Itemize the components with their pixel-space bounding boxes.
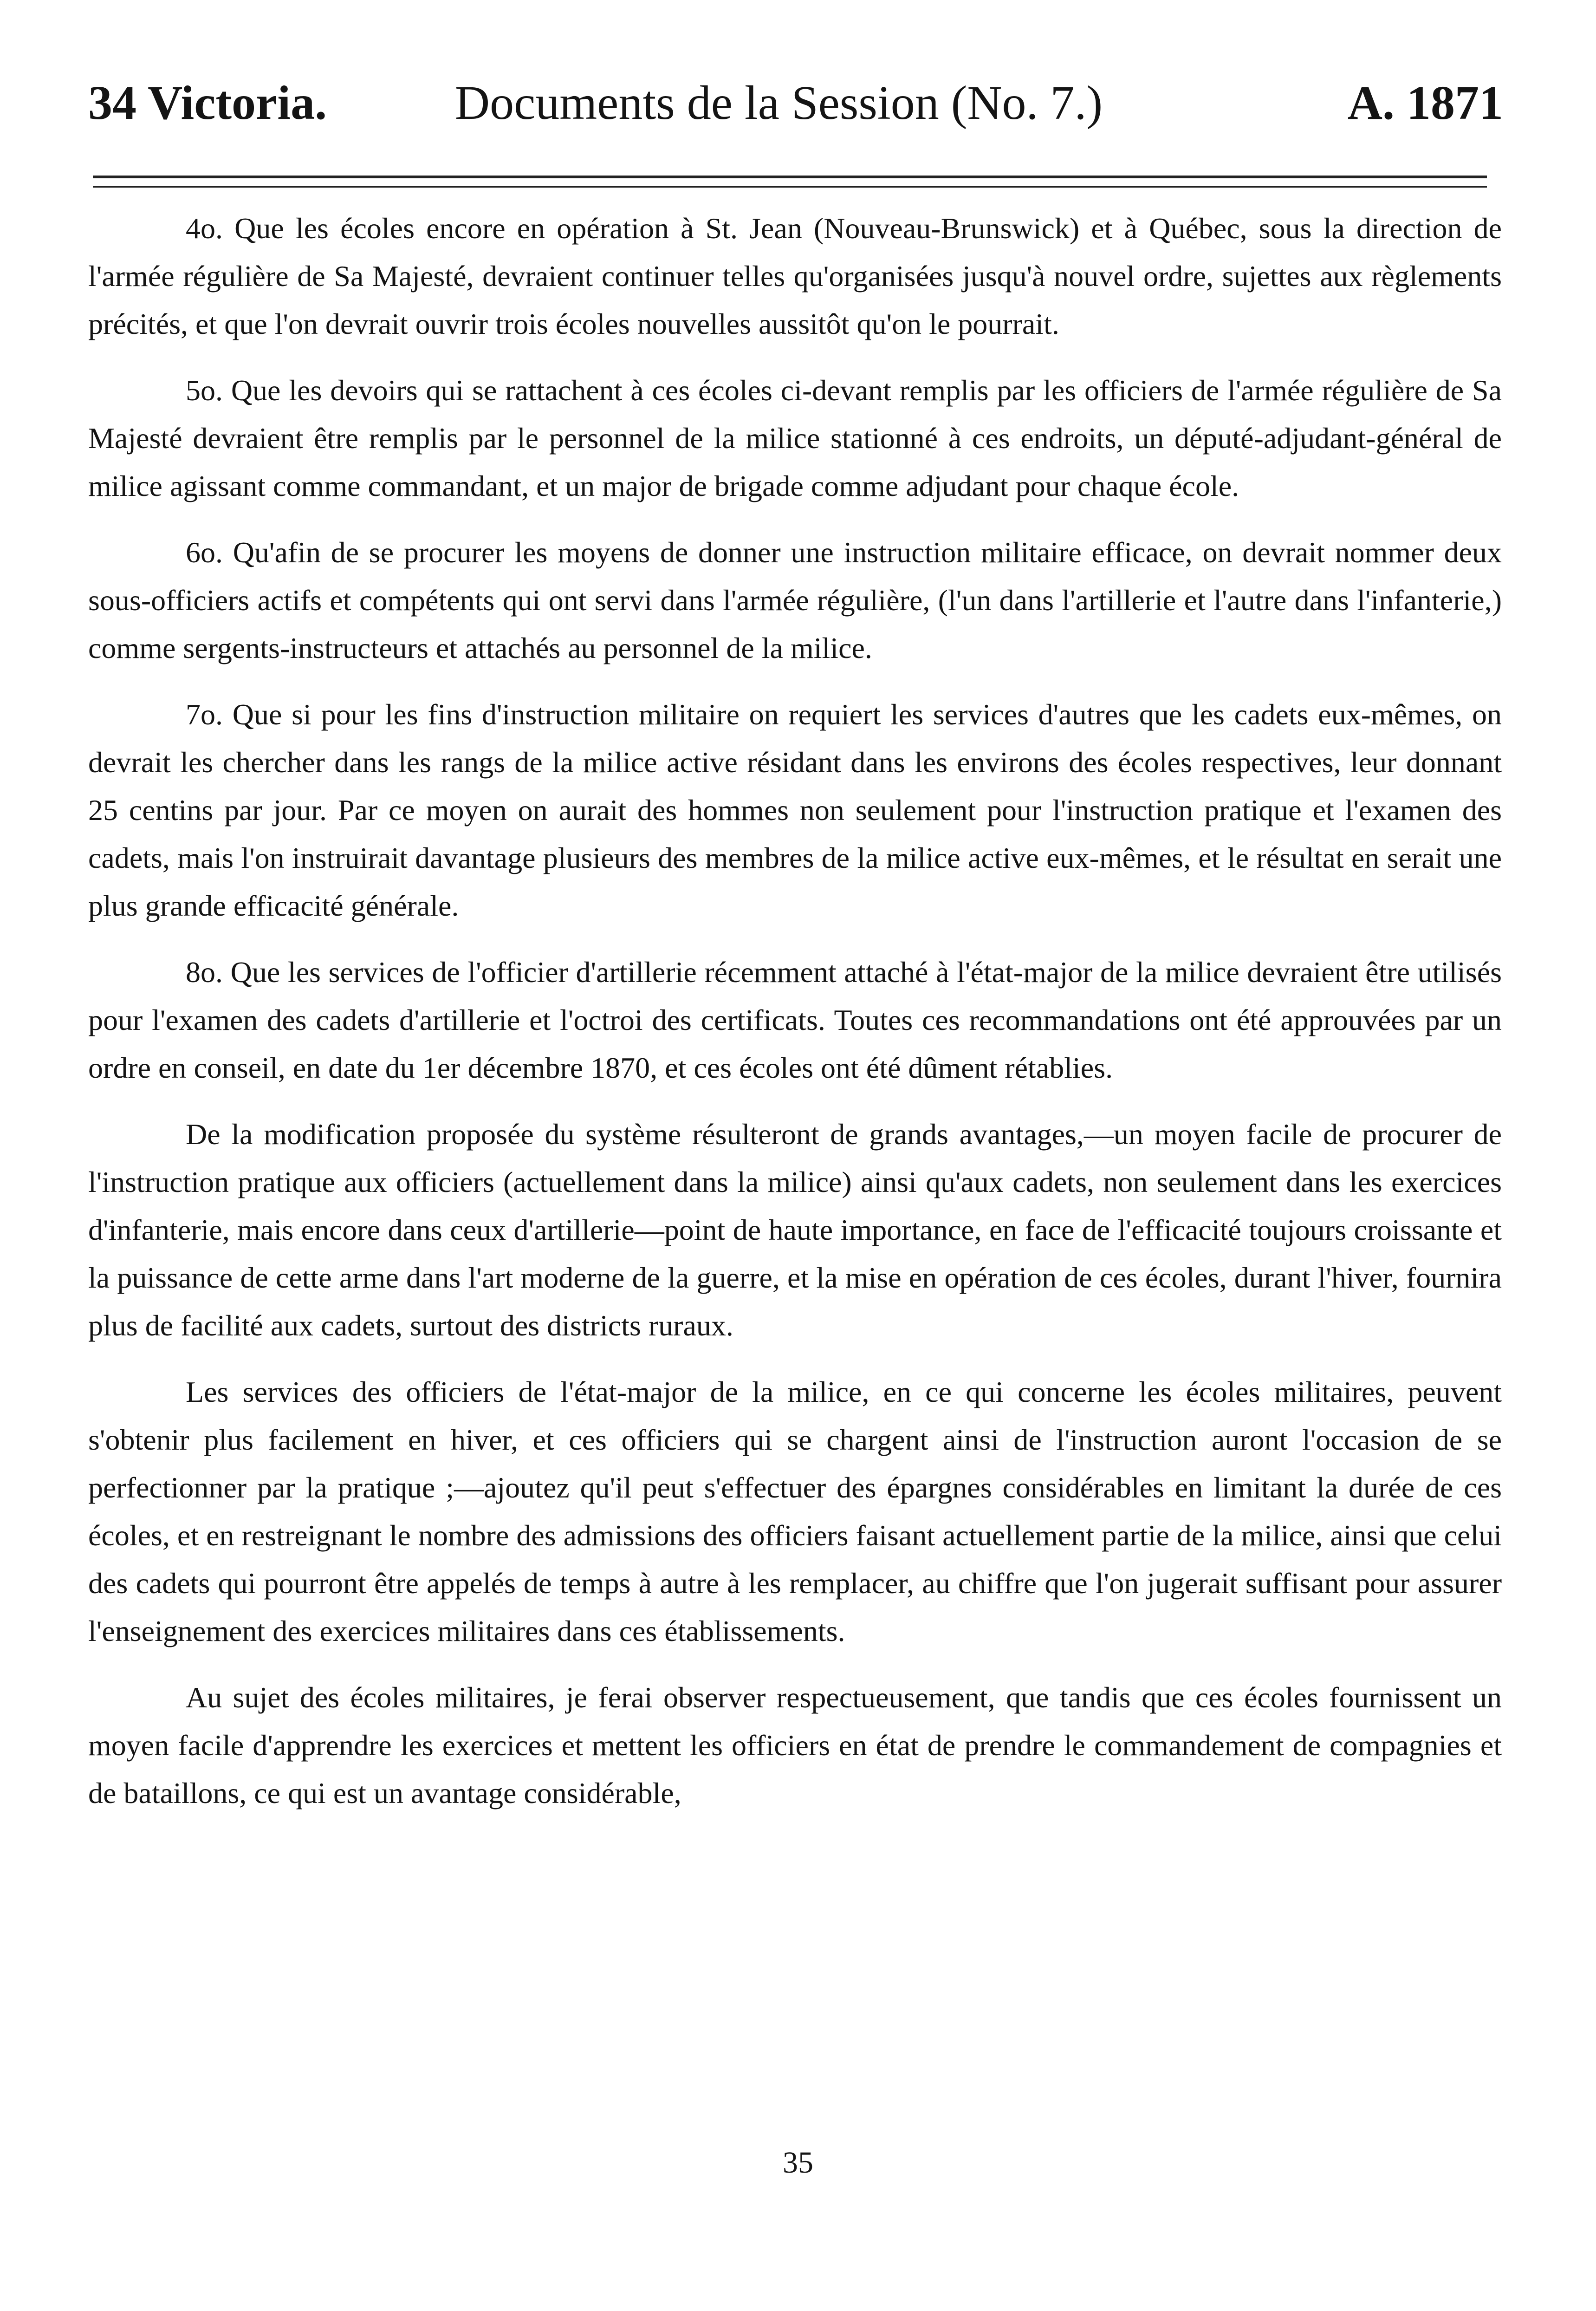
header-volume: 34 Victoria.	[88, 76, 327, 130]
running-header	[84, 70, 1503, 149]
paragraph-6o: 6o. Qu'afin de se procurer les moyens de donner une instruction militaire efficace, on devrait nommer deux sous-officiers actifs et compétents qui ont servi dans l'armée régulière, (l'un dans l'artillerie et l'autre dans l'infanterie,) comme sergents-instructeurs et attachés au personnel de la milice.	[88, 536, 1502, 664]
paragraph-avantages: De la modification proposée du système résulteront de grands avantages,—un moyen facile de procurer de l'instruction pratique aux officiers (actuellement dans la milice) ainsi qu'aux cadets, non seulement dans les exercices d'infanterie, mais encore dans ceux d'artillerie—point de haute importance, en face de l'efficacité toujours croissante et la puissance de cette arme dans l'art moderne de la guerre, et la mise en opération de ces écoles, durant l'hiver, fournira plus de facilité aux cadets, surtout des districts ruraux.	[88, 1118, 1502, 1342]
page-number: 35	[783, 2146, 813, 2180]
header-rule-top	[93, 176, 1487, 178]
paragraph-5o: 5o. Que les devoirs qui se rattachent à ces écoles ci-devant remplis par les officiers de l'armée régulière de Sa Majesté devraient être remplis par le personnel de la milice stationné à ces endroits, un député-adjudant-général de milice agissant comme commandant, et un major de brigade comme adjudant pour chaque école.	[88, 374, 1502, 502]
header-year: A. 1871	[1347, 76, 1503, 130]
paragraph-8o: 8o. Que les services de l'officier d'artillerie récemment attaché à l'état-major de la milice devraient être utilisés pour l'examen des cadets d'artillerie et l'octroi des certificats. Toutes ces recommandations ont été approuvées par un ordre en conseil, en date du 1er décembre 1870, et ces écoles ont été dûment rétablies.	[88, 956, 1502, 1084]
body-text	[88, 204, 1502, 1836]
header-rule-bottom	[93, 186, 1487, 188]
paragraph-services: Les services des officiers de l'état-major de la milice, en ce qui concerne les écoles militaires, peuvent s'obtenir plus facilement en hiver, et ces officiers qui se chargent ainsi de l'instruction auront l'occasion de se perfectionner par la pratique ;—ajoutez qu'il peut s'effectuer des épargnes considérables en limitant la durée de ces écoles, et en restreignant le nombre des admissions des officiers faisant actuellement partie de la milice, ainsi que celui des cadets qui pourront être appelés de temps à autre à les remplacer, au chiffre que l'on jugerait suffisant pour assurer l'enseignement des exercices militaires dans ces établissements.	[88, 1375, 1502, 1647]
paragraph-7o: 7o. Que si pour les fins d'instruction militaire on requiert les services d'autres que les cadets eux-mêmes, on devrait les chercher dans les rangs de la milice active résidant dans les environs des écoles respectives, leur donnant 25 centins par jour. Par ce moyen on aurait des hommes non seulement pour l'instruction pratique et l'examen des cadets, mais l'on instruirait davantage plusieurs des membres de la milice active eux-mêmes, et le résultat en serait une plus grande efficacité générale.	[88, 698, 1502, 922]
header-title: Documents de la Session (No. 7.)	[455, 76, 1103, 130]
paragraph-4o: 4o. Que les écoles encore en opération à St. Jean (Nouveau-Brunswick) et à Québec, sous la direction de l'armée régulière de Sa Majesté, devraient continuer telles qu'organisées jusqu'à nouvel ordre, sujettes aux règlements précités, et que l'on devrait ouvrir trois écoles nouvelles aussitôt qu'on le pourrait.	[88, 212, 1502, 340]
paragraph-ecoles-militaires: Au sujet des écoles militaires, je ferai observer respectueusement, que tandis que ces écoles fournissent un moyen facile d'apprendre les exercices et mettent les officiers en état de prendre le commandement de compagnies et de bataillons, ce qui est un avantage considérable,	[88, 1681, 1502, 1810]
